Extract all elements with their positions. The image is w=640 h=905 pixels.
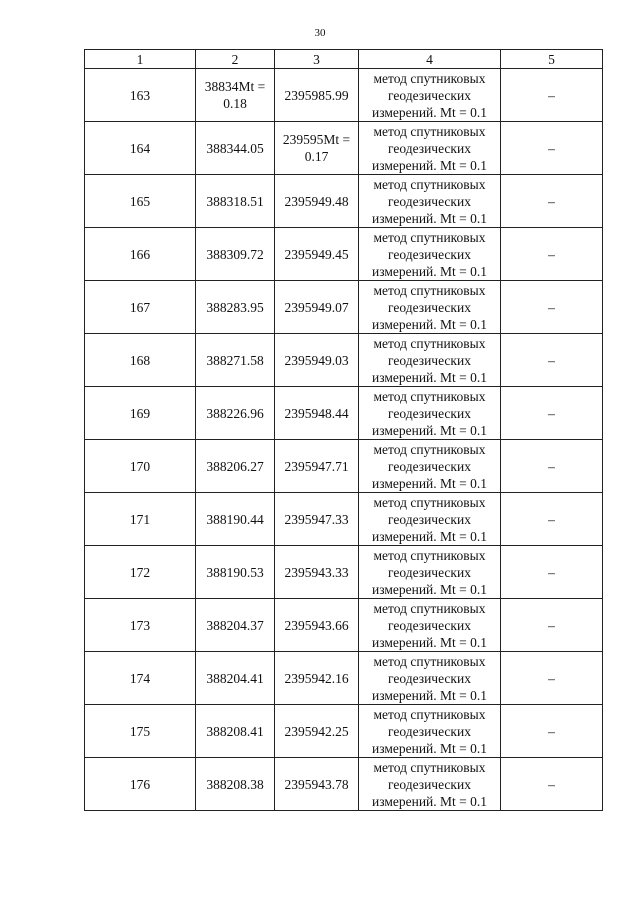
point-number-text: 173 bbox=[129, 617, 151, 633]
y-coordinate-cell bbox=[275, 652, 359, 705]
note-cell bbox=[501, 69, 603, 122]
x-coordinate-text: 388206.27 bbox=[206, 458, 264, 474]
note-cell bbox=[501, 493, 603, 546]
y-coordinate-text: 2395942.16 bbox=[284, 670, 349, 686]
coordinates-table bbox=[84, 49, 603, 811]
table-row bbox=[85, 334, 603, 387]
header-col-2: 2 bbox=[196, 50, 275, 69]
note-cell bbox=[501, 652, 603, 705]
note-cell bbox=[501, 334, 603, 387]
y-coordinate-cell bbox=[275, 758, 359, 811]
y-coordinate-cell bbox=[275, 387, 359, 440]
method-text: метод спутниковых геодезических измерений. Mt = 0.1 bbox=[371, 653, 488, 703]
point-number-cell bbox=[85, 175, 196, 228]
y-coordinate-text: 2395949.48 bbox=[284, 193, 349, 209]
table-row bbox=[85, 652, 603, 705]
x-coordinate-text: 388208.41 bbox=[206, 723, 264, 739]
note-cell bbox=[501, 758, 603, 811]
point-number-text: 163 bbox=[129, 87, 151, 103]
method-text: метод спутниковых геодезических измерений. Mt = 0.1 bbox=[371, 123, 488, 173]
table-body bbox=[85, 69, 603, 811]
point-number-text: 175 bbox=[129, 723, 151, 739]
note-cell bbox=[501, 175, 603, 228]
method-text: метод спутниковых геодезических измерений. Mt = 0.1 bbox=[371, 282, 488, 332]
y-coordinate-text: 2395947.71 bbox=[284, 458, 349, 474]
note-cell bbox=[501, 599, 603, 652]
x-coordinate-text: 388190.53 bbox=[206, 564, 264, 580]
method-cell bbox=[359, 228, 501, 281]
x-coordinate-cell bbox=[196, 599, 275, 652]
point-number-text: 166 bbox=[129, 246, 151, 262]
x-coordinate-text: 388204.37 bbox=[206, 617, 264, 633]
header-col-3: 3 bbox=[275, 50, 359, 69]
x-coordinate-text: 388226.96 bbox=[206, 405, 264, 421]
x-coordinate-text: 388271.58 bbox=[206, 352, 264, 368]
point-number-cell bbox=[85, 440, 196, 493]
point-number-text: 167 bbox=[129, 299, 151, 315]
method-cell bbox=[359, 652, 501, 705]
method-cell bbox=[359, 546, 501, 599]
x-coordinate-text: 388190.44 bbox=[206, 511, 264, 527]
y-coordinate-cell bbox=[275, 546, 359, 599]
point-number-cell bbox=[85, 122, 196, 175]
method-cell bbox=[359, 705, 501, 758]
table-row bbox=[85, 281, 603, 334]
header-col-4: 4 bbox=[359, 50, 501, 69]
method-cell bbox=[359, 281, 501, 334]
y-coordinate-cell bbox=[275, 493, 359, 546]
x-coordinate-text: 388208.38 bbox=[206, 776, 264, 792]
point-number-text: 165 bbox=[129, 193, 151, 209]
point-number-text: 164 bbox=[129, 140, 151, 156]
method-cell bbox=[359, 758, 501, 811]
x-coordinate-cell bbox=[196, 758, 275, 811]
y-coordinate-text: 2395943.66 bbox=[284, 617, 349, 633]
point-number-cell bbox=[85, 228, 196, 281]
note-text: – bbox=[548, 564, 555, 580]
y-coordinate-text: 2395949.45 bbox=[284, 246, 349, 262]
x-coordinate-cell bbox=[196, 705, 275, 758]
x-coordinate-cell bbox=[196, 387, 275, 440]
note-cell bbox=[501, 440, 603, 493]
y-coordinate-cell bbox=[275, 69, 359, 122]
note-cell bbox=[501, 281, 603, 334]
method-text: метод спутниковых геодезических измерений. Mt = 0.1 bbox=[371, 759, 488, 809]
method-text: метод спутниковых геодезических измерений. Mt = 0.1 bbox=[371, 335, 488, 385]
point-number-text: 172 bbox=[129, 564, 151, 580]
x-coordinate-text: 388204.41 bbox=[206, 670, 264, 686]
y-coordinate-text: 2395943.33 bbox=[284, 564, 349, 580]
y-coordinate-text: 2395942.25 bbox=[284, 723, 349, 739]
y-coordinate-text: 2395947.33 bbox=[284, 511, 349, 527]
note-text: – bbox=[548, 352, 555, 368]
point-number-cell bbox=[85, 705, 196, 758]
point-number-cell bbox=[85, 599, 196, 652]
method-cell bbox=[359, 599, 501, 652]
point-number-text: 169 bbox=[129, 405, 151, 421]
note-cell bbox=[501, 546, 603, 599]
method-cell bbox=[359, 440, 501, 493]
note-text: – bbox=[548, 246, 555, 262]
table-row bbox=[85, 228, 603, 281]
y-coordinate-text: 2395985.99 bbox=[284, 87, 349, 103]
note-text: – bbox=[548, 670, 555, 686]
x-coordinate-cell bbox=[196, 334, 275, 387]
y-coordinate-cell bbox=[275, 122, 359, 175]
header-col-5: 5 bbox=[501, 50, 603, 69]
note-cell bbox=[501, 705, 603, 758]
note-text: – bbox=[548, 723, 555, 739]
table-row bbox=[85, 440, 603, 493]
method-text: метод спутниковых геодезических измерений. Mt = 0.1 bbox=[371, 600, 488, 650]
x-coordinate-cell bbox=[196, 69, 275, 122]
method-cell bbox=[359, 175, 501, 228]
note-cell bbox=[501, 228, 603, 281]
method-cell bbox=[359, 334, 501, 387]
point-number-cell bbox=[85, 758, 196, 811]
note-text: – bbox=[548, 405, 555, 421]
method-text: метод спутниковых геодезических измерений. Mt = 0.1 bbox=[371, 494, 488, 544]
table-row bbox=[85, 599, 603, 652]
x-coordinate-cell bbox=[196, 652, 275, 705]
x-coordinate-cell bbox=[196, 228, 275, 281]
x-coordinate-cell bbox=[196, 281, 275, 334]
point-number-cell bbox=[85, 334, 196, 387]
x-coordinate-cell bbox=[196, 175, 275, 228]
note-text: – bbox=[548, 87, 555, 103]
method-text: метод спутниковых геодезических измерений. Mt = 0.1 bbox=[371, 70, 488, 120]
note-cell bbox=[501, 122, 603, 175]
point-number-cell bbox=[85, 493, 196, 546]
header-col-1: 1 bbox=[85, 50, 196, 69]
x-coordinate-text: 388283.95 bbox=[206, 299, 264, 315]
y-coordinate-cell bbox=[275, 175, 359, 228]
y-coordinate-cell bbox=[275, 334, 359, 387]
point-number-cell bbox=[85, 546, 196, 599]
x-coordinate-cell bbox=[196, 546, 275, 599]
y-coordinate-text: 2395943.78 bbox=[284, 776, 349, 792]
note-text: – bbox=[548, 617, 555, 633]
note-text: – bbox=[548, 776, 555, 792]
point-number-text: 174 bbox=[129, 670, 151, 686]
note-text: – bbox=[548, 140, 555, 156]
point-number-cell bbox=[85, 281, 196, 334]
table-row bbox=[85, 175, 603, 228]
y-coordinate-cell bbox=[275, 705, 359, 758]
x-coordinate-text: 38834Mt = 0.18 bbox=[204, 79, 266, 111]
x-coordinate-text: 388344.05 bbox=[206, 140, 264, 156]
header-row bbox=[85, 50, 603, 69]
method-text: метод спутниковых геодезических измерений. Mt = 0.1 bbox=[371, 706, 488, 756]
method-cell bbox=[359, 69, 501, 122]
table-row bbox=[85, 122, 603, 175]
point-number-text: 171 bbox=[129, 511, 151, 527]
x-coordinate-text: 388318.51 bbox=[206, 193, 264, 209]
y-coordinate-text: 2395948.44 bbox=[284, 405, 349, 421]
method-text: метод спутниковых геодезических измерений. Mt = 0.1 bbox=[371, 547, 488, 597]
note-cell bbox=[501, 387, 603, 440]
note-text: – bbox=[548, 458, 555, 474]
note-text: – bbox=[548, 299, 555, 315]
y-coordinate-cell bbox=[275, 599, 359, 652]
table-row bbox=[85, 493, 603, 546]
point-number-text: 176 bbox=[129, 776, 151, 792]
table-row bbox=[85, 705, 603, 758]
x-coordinate-text: 388309.72 bbox=[206, 246, 264, 262]
point-number-cell bbox=[85, 387, 196, 440]
table-row bbox=[85, 546, 603, 599]
page-number: 30 bbox=[314, 27, 326, 39]
method-text: метод спутниковых геодезических измерений. Mt = 0.1 bbox=[371, 229, 488, 279]
point-number-cell bbox=[85, 69, 196, 122]
x-coordinate-cell bbox=[196, 440, 275, 493]
table-row bbox=[85, 69, 603, 122]
y-coordinate-cell bbox=[275, 281, 359, 334]
point-number-text: 168 bbox=[129, 352, 151, 368]
point-number-text: 170 bbox=[129, 458, 151, 474]
y-coordinate-cell bbox=[275, 228, 359, 281]
note-text: – bbox=[548, 193, 555, 209]
y-coordinate-cell bbox=[275, 440, 359, 493]
y-coordinate-text: 2395949.07 bbox=[284, 299, 349, 315]
method-cell bbox=[359, 493, 501, 546]
x-coordinate-cell bbox=[196, 493, 275, 546]
method-text: метод спутниковых геодезических измерений. Mt = 0.1 bbox=[371, 388, 488, 438]
method-text: метод спутниковых геодезических измерений. Mt = 0.1 bbox=[371, 176, 488, 226]
method-cell bbox=[359, 122, 501, 175]
y-coordinate-text: 239595Mt = 0.17 bbox=[282, 132, 351, 164]
table-header bbox=[85, 50, 603, 69]
point-number-cell bbox=[85, 652, 196, 705]
table-row bbox=[85, 387, 603, 440]
note-text: – bbox=[548, 511, 555, 527]
y-coordinate-text: 2395949.03 bbox=[284, 352, 349, 368]
method-cell bbox=[359, 387, 501, 440]
table-row bbox=[85, 758, 603, 811]
x-coordinate-cell bbox=[196, 122, 275, 175]
method-text: метод спутниковых геодезических измерений. Mt = 0.1 bbox=[371, 441, 488, 491]
